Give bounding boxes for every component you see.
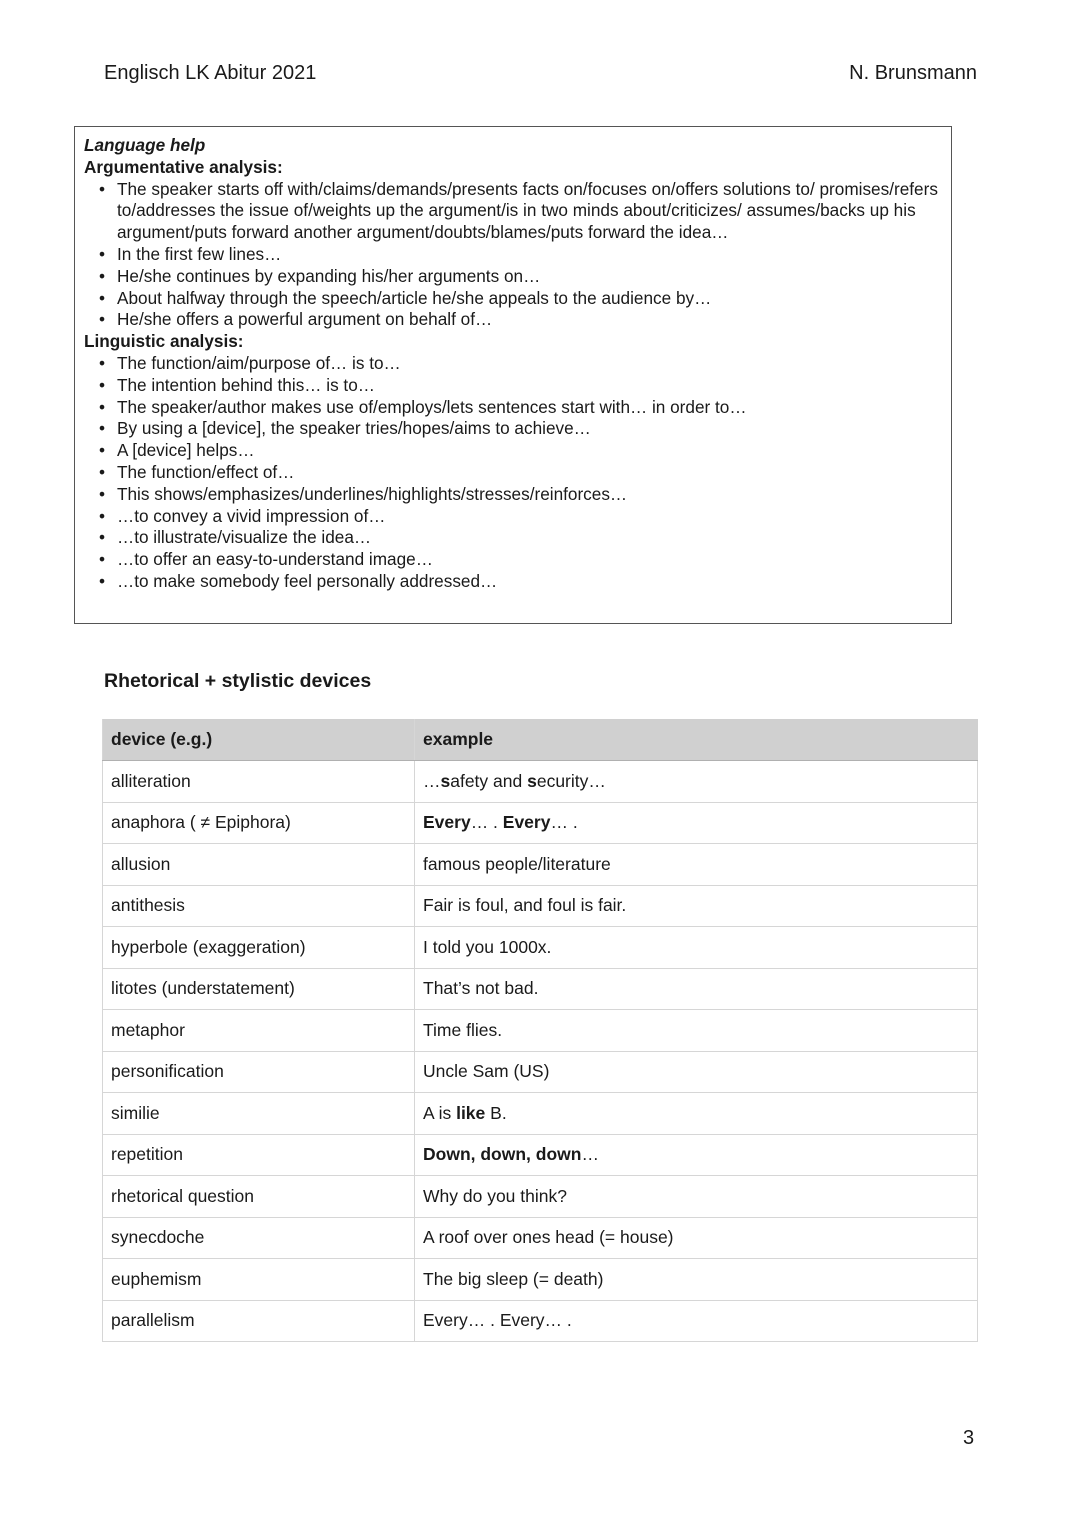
devices-table xyxy=(102,719,978,1342)
list-item xyxy=(84,375,941,397)
table-row xyxy=(103,1176,978,1218)
example-cell xyxy=(415,802,978,844)
example-text: I told you 1000x. xyxy=(423,936,552,957)
table-row xyxy=(103,1010,978,1052)
list-item-text: He/she offers a powerful argument on behalf of… xyxy=(117,309,493,330)
device-cell: anaphora ( ≠ Epiphora) xyxy=(103,802,415,844)
example-text: A roof over ones head (= house) xyxy=(423,1227,674,1248)
example-cell xyxy=(415,1176,978,1218)
example-text: B. xyxy=(485,1102,507,1123)
device-cell: litotes (understatement) xyxy=(103,968,415,1010)
list-item-text: The speaker starts off with/claims/demands/presents facts on/focuses on/offers solutions to/ promises/refers to/addresses the issue of/weights up the argument/is in two minds about/criticizes/ assumes/backs up his argument/puts forward another argument/doubts/blames/puts forward the idea… xyxy=(117,178,938,243)
example-text: Why do you think? xyxy=(423,1185,567,1206)
list-item xyxy=(84,353,941,375)
table-row xyxy=(103,1093,978,1135)
list-item-text: About halfway through the speech/article he/she appeals to the audience by… xyxy=(117,287,712,308)
list-item xyxy=(84,506,941,528)
example-emphasis: s xyxy=(527,770,537,791)
list-item-text: He/she continues by expanding his/her arguments on… xyxy=(117,265,541,286)
example-text: … xyxy=(423,770,441,791)
example-cell xyxy=(415,1134,978,1176)
device-cell: metaphor xyxy=(103,1010,415,1052)
example-text: afety and xyxy=(450,770,528,791)
bullet-icon: • xyxy=(99,178,106,199)
example-cell xyxy=(415,1300,978,1342)
list-item xyxy=(84,244,941,266)
bullet-icon: • xyxy=(99,527,106,548)
example-cell xyxy=(415,1093,978,1135)
table-row xyxy=(103,1259,978,1301)
bullet-icon: • xyxy=(99,309,106,330)
language-help-box xyxy=(74,126,952,624)
bullet-icon: • xyxy=(99,505,106,526)
example-text: Uncle Sam (US) xyxy=(423,1061,550,1082)
list-item xyxy=(84,440,941,462)
bullet-icon: • xyxy=(99,418,106,439)
example-text: … xyxy=(581,1144,599,1165)
example-cell xyxy=(415,1010,978,1052)
list-item xyxy=(84,179,941,244)
language-help-title: Language help xyxy=(84,135,206,155)
argumentative-analysis-list xyxy=(84,179,941,332)
table-row xyxy=(103,885,978,927)
list-item-text: …to offer an easy-to-understand image… xyxy=(117,549,433,570)
list-item xyxy=(84,418,941,440)
example-emphasis: s xyxy=(440,770,451,791)
device-cell: antithesis xyxy=(103,885,415,927)
header-course-title: Englisch LK Abitur 2021 xyxy=(104,62,317,84)
list-item xyxy=(84,484,941,506)
bullet-icon: • xyxy=(99,440,106,461)
list-item-text: A [device] helps… xyxy=(117,440,255,461)
bullet-icon: • xyxy=(99,461,106,482)
list-item xyxy=(84,309,941,331)
example-text: That’s not bad. xyxy=(423,978,539,999)
list-item xyxy=(84,397,941,419)
example-emphasis: like xyxy=(456,1102,486,1123)
example-text: The big sleep (= death) xyxy=(423,1268,604,1289)
devices-heading: Rhetorical + stylistic devices xyxy=(104,670,372,692)
table-row xyxy=(103,1134,978,1176)
page-number: 3 xyxy=(963,1427,975,1449)
example-cell xyxy=(415,1259,978,1301)
bullet-icon: • xyxy=(99,549,106,570)
list-item-text: In the first few lines… xyxy=(117,243,282,264)
example-emphasis: Down, down, down xyxy=(423,1144,582,1165)
list-item-text: …to illustrate/visualize the idea… xyxy=(117,527,372,548)
list-item-text: The function/effect of… xyxy=(117,461,295,482)
list-item-text: The intention behind this… is to… xyxy=(117,374,375,395)
example-emphasis: Every xyxy=(423,812,471,833)
table-row xyxy=(103,1217,978,1259)
list-item xyxy=(84,266,941,288)
list-item xyxy=(84,527,941,549)
table-row xyxy=(103,844,978,886)
bullet-icon: • xyxy=(99,243,106,264)
list-item-text: The speaker/author makes use of/employs/lets sentences start with… in order to… xyxy=(117,396,747,417)
device-cell: euphemism xyxy=(103,1259,415,1301)
linguistic-analysis-list xyxy=(84,353,941,593)
list-item xyxy=(84,549,941,571)
device-cell: synecdoche xyxy=(103,1217,415,1259)
bullet-icon: • xyxy=(99,352,106,373)
table-row xyxy=(103,1051,978,1093)
table-row xyxy=(103,1300,978,1342)
list-item-text: …to convey a vivid impression of… xyxy=(117,505,386,526)
device-cell: repetition xyxy=(103,1134,415,1176)
list-item-text: By using a [device], the speaker tries/hopes/aims to achieve… xyxy=(117,418,591,439)
example-text: … . xyxy=(470,812,503,833)
example-text: Every… . Every… . xyxy=(423,1310,572,1331)
device-cell: similie xyxy=(103,1093,415,1135)
example-text: Time flies. xyxy=(423,1019,503,1040)
example-text: A is xyxy=(423,1102,457,1123)
device-cell: rhetorical question xyxy=(103,1176,415,1218)
example-cell xyxy=(415,927,978,969)
device-cell: hyperbole (exaggeration) xyxy=(103,927,415,969)
device-cell: personification xyxy=(103,1051,415,1093)
example-text: famous people/literature xyxy=(423,853,611,874)
example-emphasis: Every xyxy=(502,812,551,833)
devices-table-header-row xyxy=(103,719,978,761)
table-row xyxy=(103,968,978,1010)
list-item-text: This shows/emphasizes/underlines/highlights/stresses/reinforces… xyxy=(117,483,628,504)
bullet-icon: • xyxy=(99,374,106,395)
bullet-icon: • xyxy=(99,287,106,308)
device-cell: alliteration xyxy=(103,761,415,803)
table-row xyxy=(103,927,978,969)
table-row xyxy=(103,802,978,844)
example-cell xyxy=(415,885,978,927)
argumentative-analysis-heading: Argumentative analysis: xyxy=(84,156,283,177)
example-cell xyxy=(415,1051,978,1093)
linguistic-analysis-heading: Linguistic analysis: xyxy=(84,331,244,352)
example-cell xyxy=(415,844,978,886)
list-item-text: …to make somebody feel personally addressed… xyxy=(117,570,498,591)
device-cell: allusion xyxy=(103,844,415,886)
list-item xyxy=(84,288,941,310)
example-text: Fair is foul, and foul is fair. xyxy=(423,895,627,916)
bullet-icon: • xyxy=(99,396,106,417)
device-cell: parallelism xyxy=(103,1300,415,1342)
example-cell xyxy=(415,761,978,803)
bullet-icon: • xyxy=(99,570,106,591)
example-text: ecurity… xyxy=(536,770,606,791)
example-cell xyxy=(415,968,978,1010)
example-cell xyxy=(415,1217,978,1259)
list-item-text: The function/aim/purpose of… is to… xyxy=(117,352,401,373)
column-header-example: example xyxy=(415,719,978,761)
example-text: … . xyxy=(550,812,578,833)
header-author: N. Brunsmann xyxy=(849,62,977,84)
table-row xyxy=(103,761,978,803)
column-header-device: device (e.g.) xyxy=(103,719,415,761)
bullet-icon: • xyxy=(99,483,106,504)
list-item xyxy=(84,462,941,484)
bullet-icon: • xyxy=(99,265,106,286)
list-item xyxy=(84,571,941,593)
